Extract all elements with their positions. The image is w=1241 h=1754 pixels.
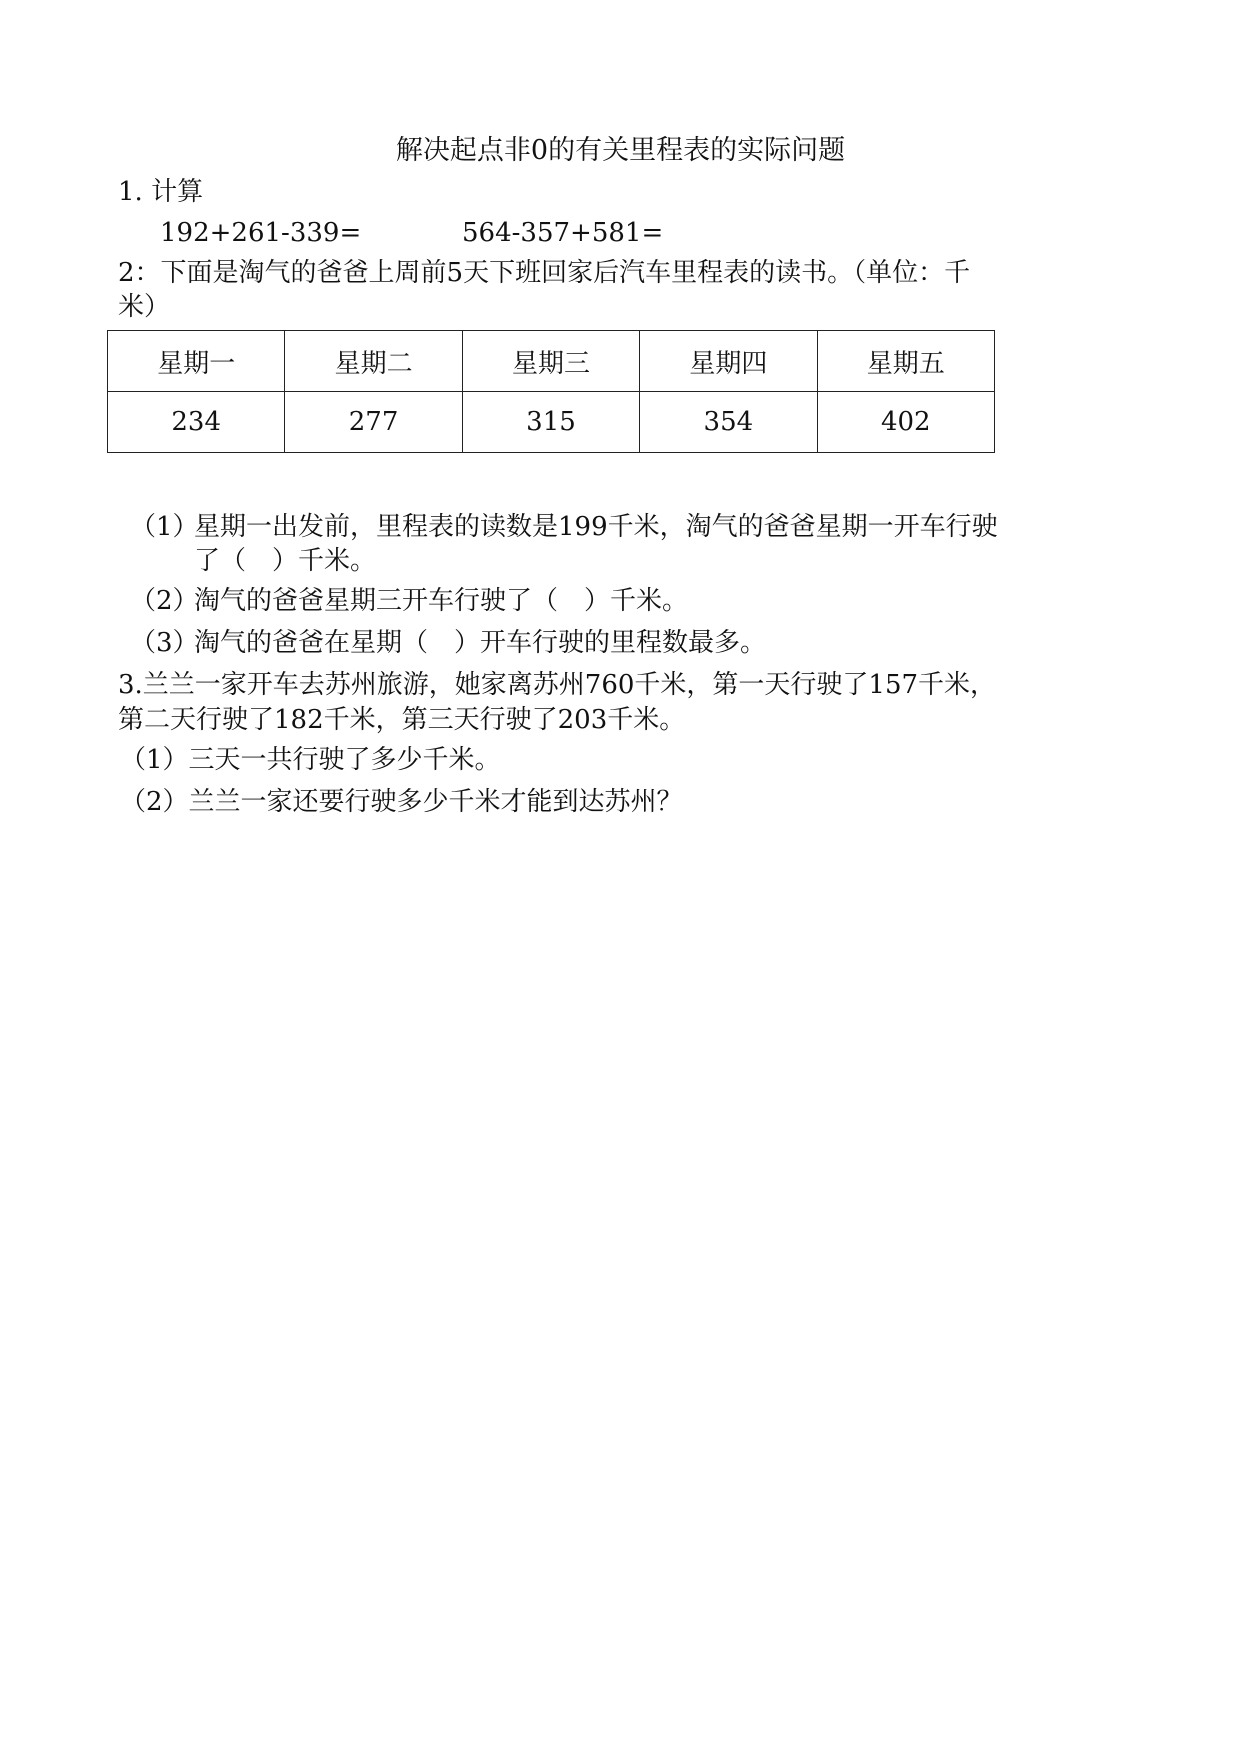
- q2-sub2-a: 淘气的爸爸星期三开车行驶了（: [194, 586, 559, 616]
- q2-intro-line-1: 2：下面是淘气的爸爸上周前5天下班回家后汽车里程表的读书。（单位：千: [118, 258, 971, 288]
- table-cell: 315: [462, 392, 639, 453]
- q3-intro-line-2: 第二天行驶了182千米，第三天行驶了203千米。: [118, 705, 686, 735]
- q2-sub1-line-2-b: ）千米。: [272, 546, 377, 576]
- q2-intro-line-2: 米）: [118, 292, 171, 322]
- q2-sub3-b: ）开车行驶的里程数最多。: [454, 628, 767, 658]
- q2-sub2-label: （2）: [130, 586, 199, 616]
- q2-sub3-label: （3）: [130, 628, 199, 658]
- q2-sub1-line-2-a: 了（: [194, 546, 247, 576]
- mileage-table: [107, 330, 995, 453]
- table-header-cell: 星期五: [817, 331, 994, 392]
- q1-expression-2: 564-357+581=: [462, 218, 664, 248]
- table-header-cell: 星期四: [640, 331, 817, 392]
- table-row: [108, 392, 995, 453]
- q1-expression-1: 192+261-339=: [160, 218, 362, 248]
- q2-sub3-a: 淘气的爸爸在星期（: [194, 628, 429, 658]
- table-header-cell: 星期三: [462, 331, 639, 392]
- table-cell: 402: [817, 392, 994, 453]
- q2-sub1-line-1: 星期一出发前，里程表的读数是199千米，淘气的爸爸星期一开车行驶: [194, 512, 998, 542]
- table-header-row: [108, 331, 995, 392]
- q3-intro-line-1: 3.兰兰一家开车去苏州旅游，她家离苏州760千米，第一天行驶了157千米，: [118, 670, 997, 700]
- table-cell: 277: [285, 392, 462, 453]
- q3-sub2: （2）兰兰一家还要行驶多少千米才能到达苏州？: [120, 787, 683, 817]
- q2-sub2-b: ）千米。: [584, 586, 689, 616]
- page-title: 解决起点非0的有关里程表的实际问题: [395, 135, 846, 166]
- q2-sub3-text: [194, 626, 766, 660]
- table-cell: 234: [108, 392, 285, 453]
- q3-sub1: （1）三天一共行驶了多少千米。: [120, 745, 501, 775]
- table-header-cell: 星期二: [285, 331, 462, 392]
- q2-sub1-label: （1）: [130, 512, 199, 542]
- q2-sub2-text: [194, 584, 688, 618]
- table-cell: 354: [640, 392, 817, 453]
- q2-sub1-line-2: [194, 544, 376, 578]
- table-header-cell: 星期一: [108, 331, 285, 392]
- q1-heading: 1. 计算: [118, 177, 204, 207]
